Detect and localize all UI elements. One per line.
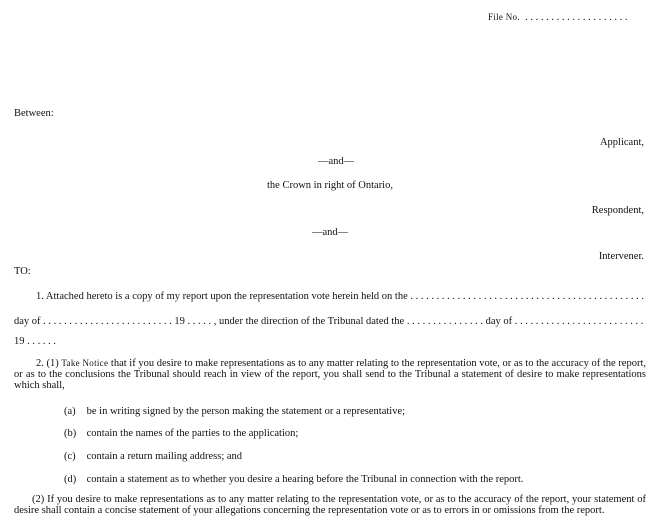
paragraph-1-line-3: 19 . . . . . .	[14, 336, 56, 347]
and-separator-1: —and—	[318, 156, 355, 167]
list-item-text: contain the names of the parties to the application;	[86, 428, 299, 439]
crown-party: the Crown in right of Ontario,	[267, 180, 393, 191]
list-item-label: (b)	[64, 428, 77, 439]
paragraph-3: (2) If you desire to make representations as to any matter relating to the representation vote, or as to the accuracy of the report, your statement of desire shall contain a concise statement of your allegations concerning the representation vote or as to errors in or omissions from the report.	[14, 494, 646, 516]
list-item-label: (c)	[64, 451, 76, 462]
intervener-label: Intervener.	[598, 251, 644, 262]
file-number-blank: . . . . . . . . . . . . . . . . . . . .	[525, 12, 628, 23]
list-item	[64, 451, 242, 462]
to-label: TO:	[14, 266, 31, 277]
paragraph-2-text: that if you desire to make representations as to any matter relating to the representation vote, or as to the accuracy of the report, or as to the conclusions the Tribunal should reach in view of the report, you shall send to the Tribunal a statement of desire to make representations which shall,	[14, 358, 646, 391]
file-number-label: File No.	[488, 12, 520, 22]
paragraph-2-lead: 2. (1)	[36, 358, 62, 369]
applicant-label: Applicant,	[599, 137, 644, 148]
list-item-label: (a)	[64, 406, 76, 417]
list-item-text: be in writing signed by the person making the statement or a representative;	[86, 406, 406, 417]
paragraph-2	[14, 358, 646, 391]
list-item	[64, 406, 405, 417]
and-separator-2: —and—	[312, 227, 349, 238]
list-item-text: contain a statement as to whether you desire a hearing before the Tribunal in connection with the report.	[86, 474, 524, 485]
list-item-label: (d)	[64, 474, 77, 485]
paragraph-1-line-1: 1. Attached hereto is a copy of my report upon the representation vote herein held on the . . . . . . . . . . . . . . . . . . . . . . . . . . . . . . . . . . . . . . . . . . . . .	[36, 291, 645, 302]
paragraph-1-line-2: day of . . . . . . . . . . . . . . . . . . . . . . . . . 19 . . . . . , under the direction of the Tribunal dated the . . . . . . . . . . . . . . . day of . . . . . . . . . . . . . . . . . . . . . . . . .	[14, 316, 644, 327]
respondent-label: Respondent,	[591, 205, 644, 216]
file-number-line	[488, 12, 628, 23]
list-item	[64, 428, 298, 439]
between-label: Between:	[14, 108, 54, 119]
list-item	[64, 474, 523, 485]
list-item-text: contain a return mailing address; and	[86, 451, 243, 462]
take-notice-label: Take Notice	[61, 358, 109, 368]
